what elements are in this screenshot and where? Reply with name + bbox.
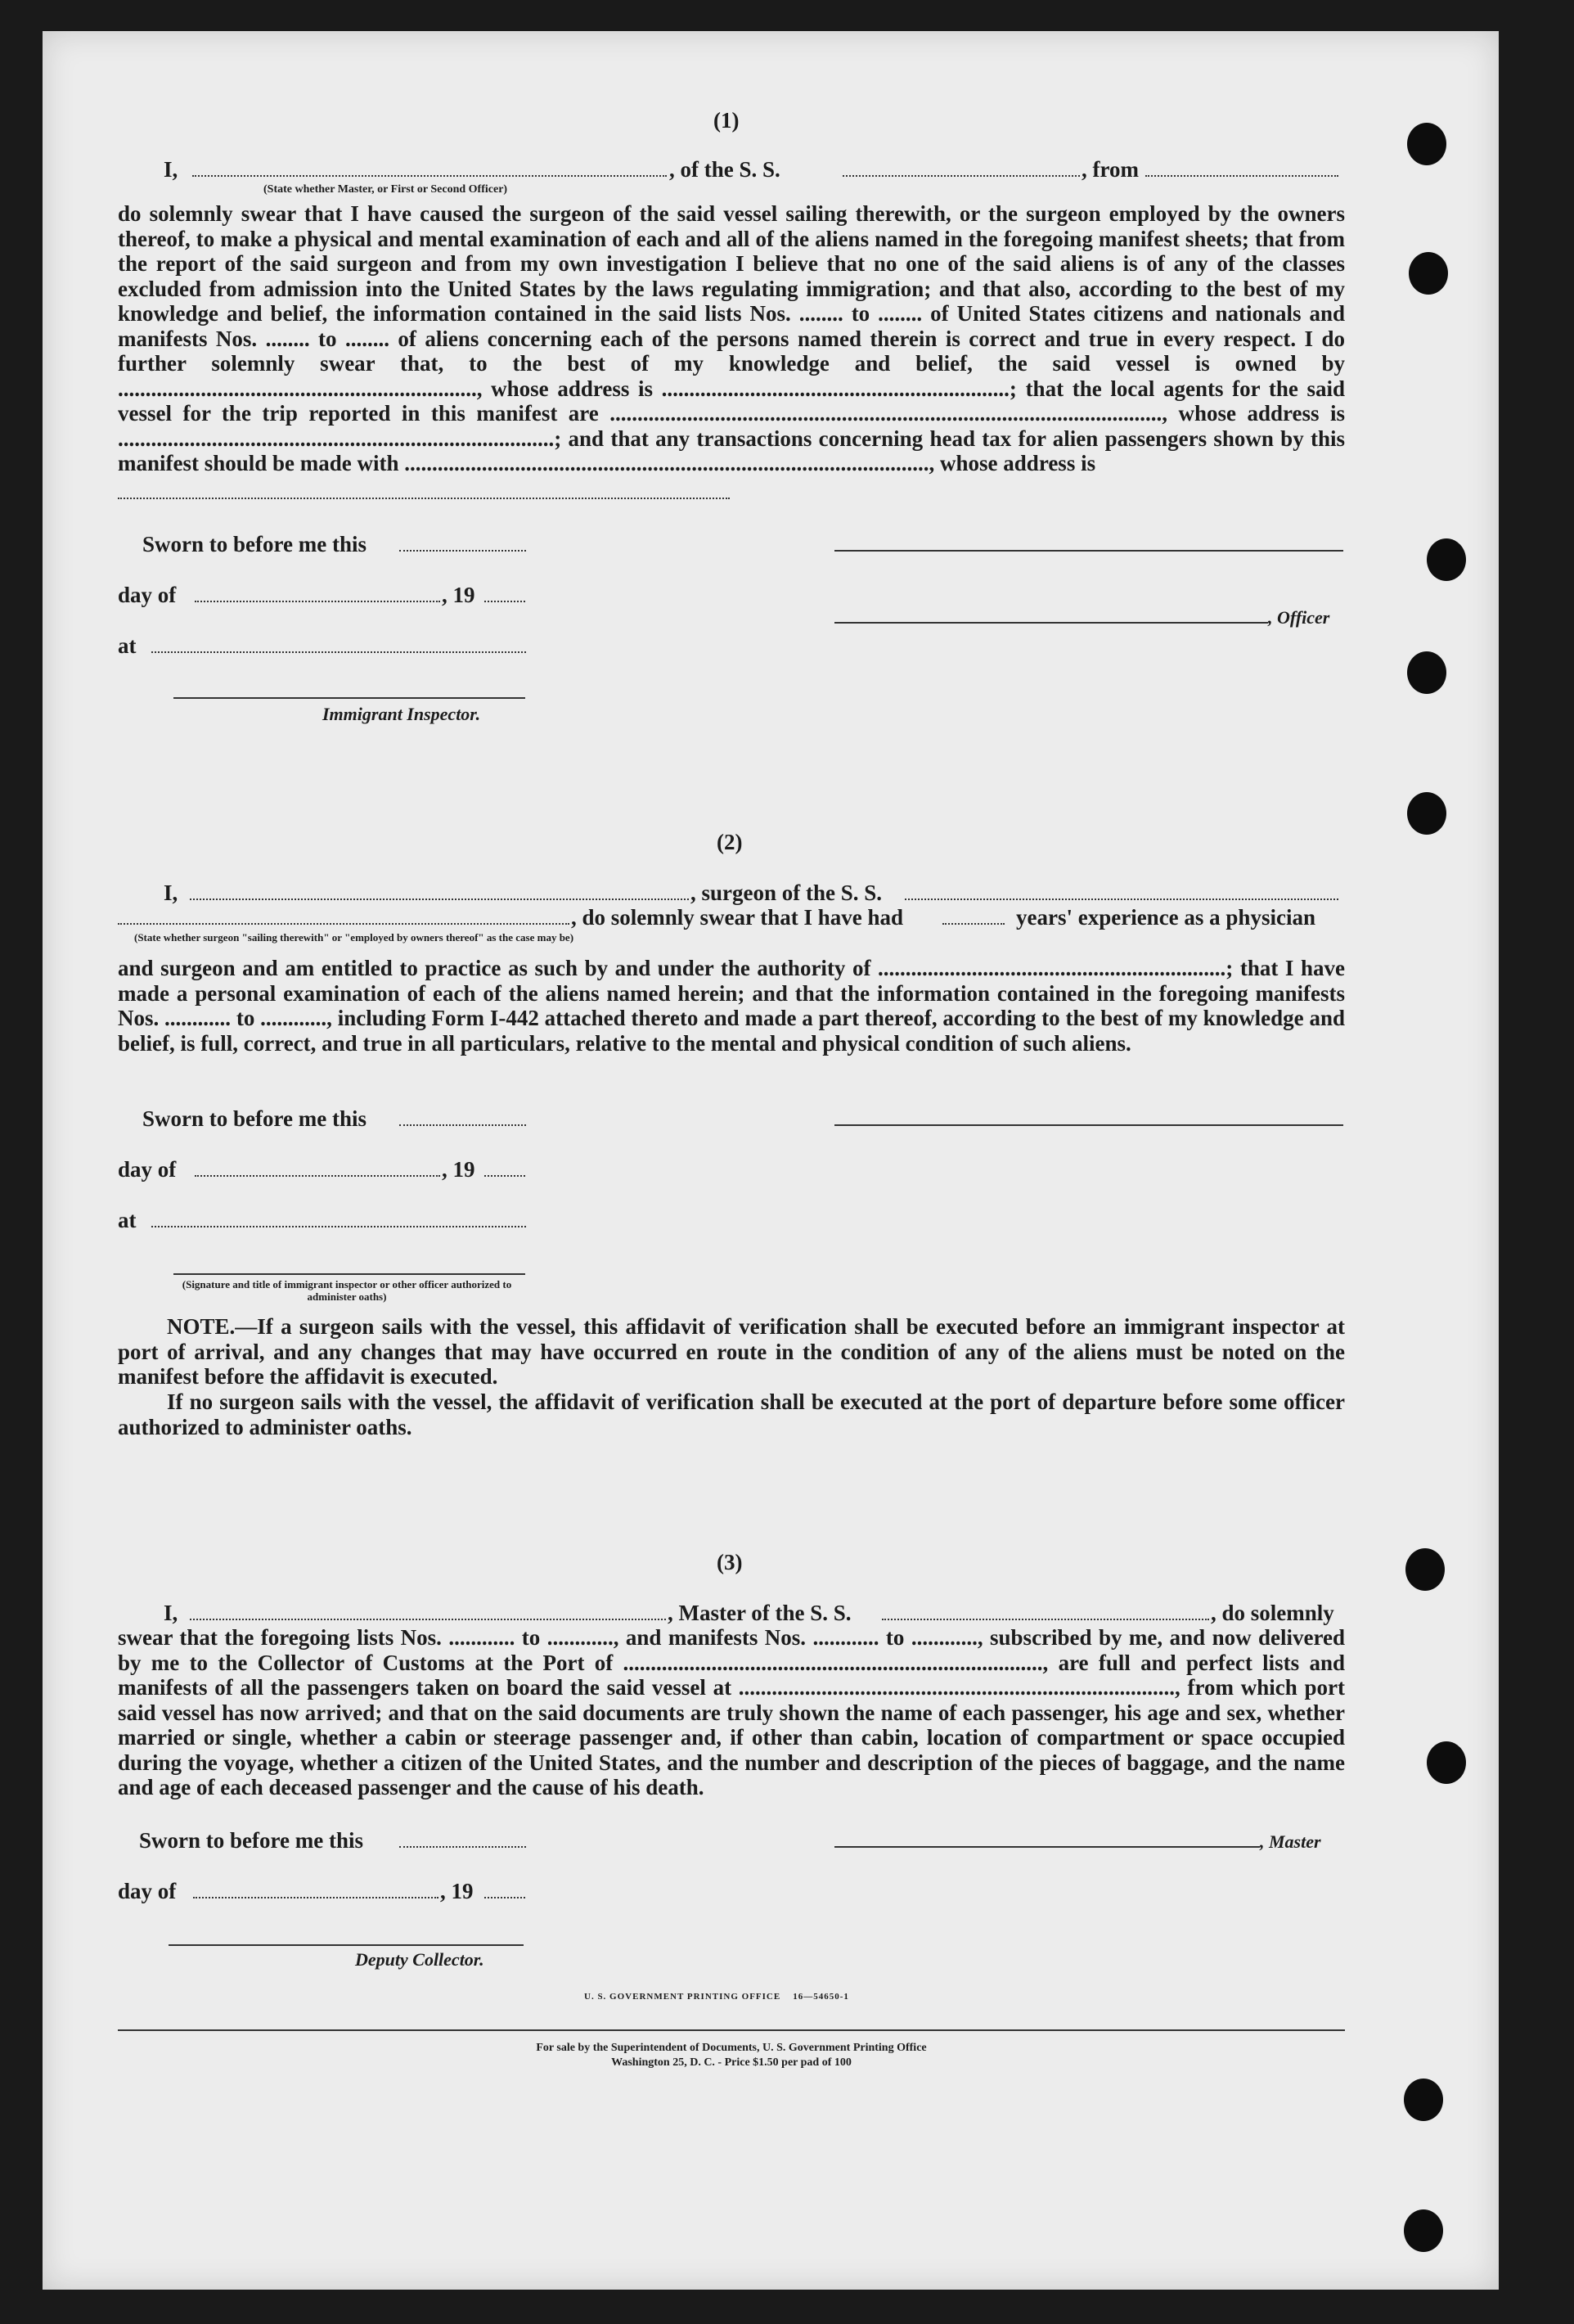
section-1-inspector-line[interactable] <box>173 697 525 699</box>
section-3-paragraph: swear that the foregoing lists Nos. ............ to ............, and manifests Nos. ............ to ............, subscribed by me, and now delivered by me to the Collector of Customs at the Port of ............................................................................, are full and perfect lists and manifests of all the passengers taken on board the said vessel at ..............................................................................., from which port said vessel has now arrived; and that on the said documents are truly shown the name of each passenger, his age and sex, whether married or single, whether a cabin or steerage passenger and, if other than cabin, location of compartment or space occupied during the voyage, whether a citizen of the United States, and the number and description of the pieces of baggage, and the name and age of each deceased passenger and the cause of his death. <box>118 1625 1345 1799</box>
section-2-at: at <box>118 1208 137 1232</box>
section-2-surgeon-name-field[interactable] <box>190 899 689 900</box>
section-1-officer-name-field[interactable] <box>192 175 667 177</box>
section-3-year-field[interactable] <box>484 1897 525 1898</box>
section-3-sworn-day-field[interactable] <box>399 1846 526 1848</box>
binder-hole <box>1407 123 1446 165</box>
section-1-day-of: day of <box>118 583 177 607</box>
section-2-number: (2) <box>717 830 743 854</box>
section-2-years-field[interactable] <box>942 923 1005 925</box>
section-3-collector-label: Deputy Collector. <box>355 1949 484 1970</box>
binder-hole <box>1405 1548 1445 1591</box>
section-2-signature-note: (Signature and title of immigrant inspector or other officer authorized to administer oaths) <box>182 1278 512 1303</box>
printing-office-code: U. S. GOVERNMENT PRINTING OFFICE 16—54650-1 <box>584 1992 849 2002</box>
section-2-month-field[interactable] <box>195 1175 440 1177</box>
section-3-solemnly: , do solemnly <box>1211 1601 1334 1625</box>
section-3-vessel-field[interactable] <box>882 1619 1209 1620</box>
section-1-i: I, <box>164 157 178 182</box>
section-1-sworn: Sworn to before me this <box>142 532 367 556</box>
section-2-day-of: day of <box>118 1157 177 1182</box>
section-1-state-note: (State whether Master, or First or Second Officer) <box>263 183 508 196</box>
section-2-state-note: (State whether surgeon "sailing therewith" or "employed by owners thereof" as the case may be) <box>134 931 574 944</box>
section-2-note-1: NOTE.—If a surgeon sails with the vessel, this affidavit of verification shall be executed before an immigrant inspector at port of arrival, and any changes that may have occurred en route in the condition of any of the aliens must be noted on the manifest before the affidavit is executed. <box>118 1314 1345 1389</box>
section-1-sworn-day-field[interactable] <box>399 550 526 552</box>
section-1-vessel-field[interactable] <box>843 175 1080 177</box>
section-2-surgeon-of: , surgeon of the S. S. <box>690 881 883 905</box>
section-3-number: (3) <box>717 1550 743 1574</box>
section-1-whose-address-field[interactable] <box>118 498 730 499</box>
binder-hole <box>1407 792 1446 835</box>
section-1-paragraph: do solemnly swear that I have caused the surgeon of the said vessel sailing therewith, or the surgeon employed by the owners thereof, to make a physical and mental examination of each and all of the aliens named in the foregoing manifest sheets; that from the report of the said surgeon and from my own investigation I believe that no one of the said aliens is of any of the classes excluded from admission into the United States by the laws regulating immigration; and that also, according to the best of my knowledge and belief, the information contained in the said lists Nos. ........ to ........ of United States citizens and nationals and manifests Nos. ........ to ........ of aliens concerning each of the persons named therein is correct and true in every respect. I do further solemnly swear that, to the best of my knowledge and belief, the said vessel is owned by ................................................................., whose address is ...............................................................; that the local agents for the said vessel for the trip reported in this manifest are ...................................................................................................., whose address is ...............................................................................; and that any transactions concerning head tax for alien passengers shown by this manifest should be made with ..............................................................................................., whose address is <box>118 201 1345 475</box>
section-3-i: I, <box>164 1601 178 1625</box>
section-1-year-field[interactable] <box>484 601 525 602</box>
section-1-at-field[interactable] <box>151 651 526 653</box>
footer-line-2: Washington 25, D. C. - Price $1.50 per pad of 100 <box>611 2056 852 2069</box>
section-3-master-label: , Master <box>1260 1831 1321 1852</box>
section-1-from-field[interactable] <box>1145 175 1338 177</box>
section-2-year-field[interactable] <box>484 1175 525 1177</box>
binder-hole <box>1409 252 1448 295</box>
section-2-i: I, <box>164 881 178 905</box>
section-2-status-field[interactable] <box>118 923 569 925</box>
section-3-nineteen: , 19 <box>440 1879 474 1903</box>
binder-hole <box>1404 2079 1443 2121</box>
footer-rule <box>118 2029 1345 2031</box>
section-3-month-field[interactable] <box>193 1897 438 1898</box>
section-3-master-name-field[interactable] <box>190 1619 666 1620</box>
binder-hole <box>1404 2209 1443 2252</box>
section-1-inspector-label: Immigrant Inspector. <box>322 704 481 724</box>
section-3-signature-line[interactable] <box>834 1846 1260 1848</box>
section-1-month-field[interactable] <box>195 601 440 602</box>
section-2-vessel-field[interactable] <box>905 899 1338 900</box>
binder-hole <box>1427 1741 1466 1784</box>
section-2-sworn-day-field[interactable] <box>399 1124 526 1126</box>
section-3-master-of: , Master of the S. S. <box>668 1601 852 1625</box>
section-2-nineteen: , 19 <box>442 1157 475 1182</box>
section-1-officer-label: , Officer <box>1268 607 1330 628</box>
section-3-collector-line[interactable] <box>169 1944 524 1946</box>
section-2-at-field[interactable] <box>151 1226 526 1227</box>
section-2-solemnly: , do solemnly swear that I have had <box>571 905 904 930</box>
section-2-paragraph: and surgeon and am entitled to practice as such by and under the authority of ...............................................................; that I have made a personal examination of each of the aliens named herein; and that the information contained in the foregoing manifests Nos. ............ to ............, including Form I-442 attached thereto and made a part thereof, according to the best of my knowledge and belief, is full, correct, and true in all particulars, relative to the mental and physical condition of such aliens. <box>118 956 1345 1056</box>
section-1-of-ss: , of the S. S. <box>669 157 780 182</box>
section-1-signature-line[interactable] <box>834 550 1343 552</box>
section-2-years: years' experience as a physician <box>1016 905 1315 930</box>
section-3-day-of: day of <box>118 1879 177 1903</box>
binder-hole <box>1407 651 1446 694</box>
section-2-signature-line[interactable] <box>834 1124 1343 1126</box>
section-3-sworn: Sworn to before me this <box>139 1828 363 1853</box>
section-2-inspector-line[interactable] <box>173 1273 525 1275</box>
section-2-sworn: Sworn to before me this <box>142 1106 367 1131</box>
footer-line-1: For sale by the Superintendent of Documents, U. S. Government Printing Office <box>536 2042 927 2054</box>
section-2-note-2: If no surgeon sails with the vessel, the affidavit of verification shall be executed at the port of departure before some officer authorized to administer oaths. <box>118 1389 1345 1439</box>
section-1-at: at <box>118 633 137 658</box>
binder-hole <box>1427 538 1466 581</box>
section-1-number: (1) <box>713 108 740 133</box>
section-1-officer-line[interactable] <box>834 622 1268 624</box>
section-1-from: , from <box>1082 157 1139 182</box>
section-1-nineteen: , 19 <box>442 583 475 607</box>
